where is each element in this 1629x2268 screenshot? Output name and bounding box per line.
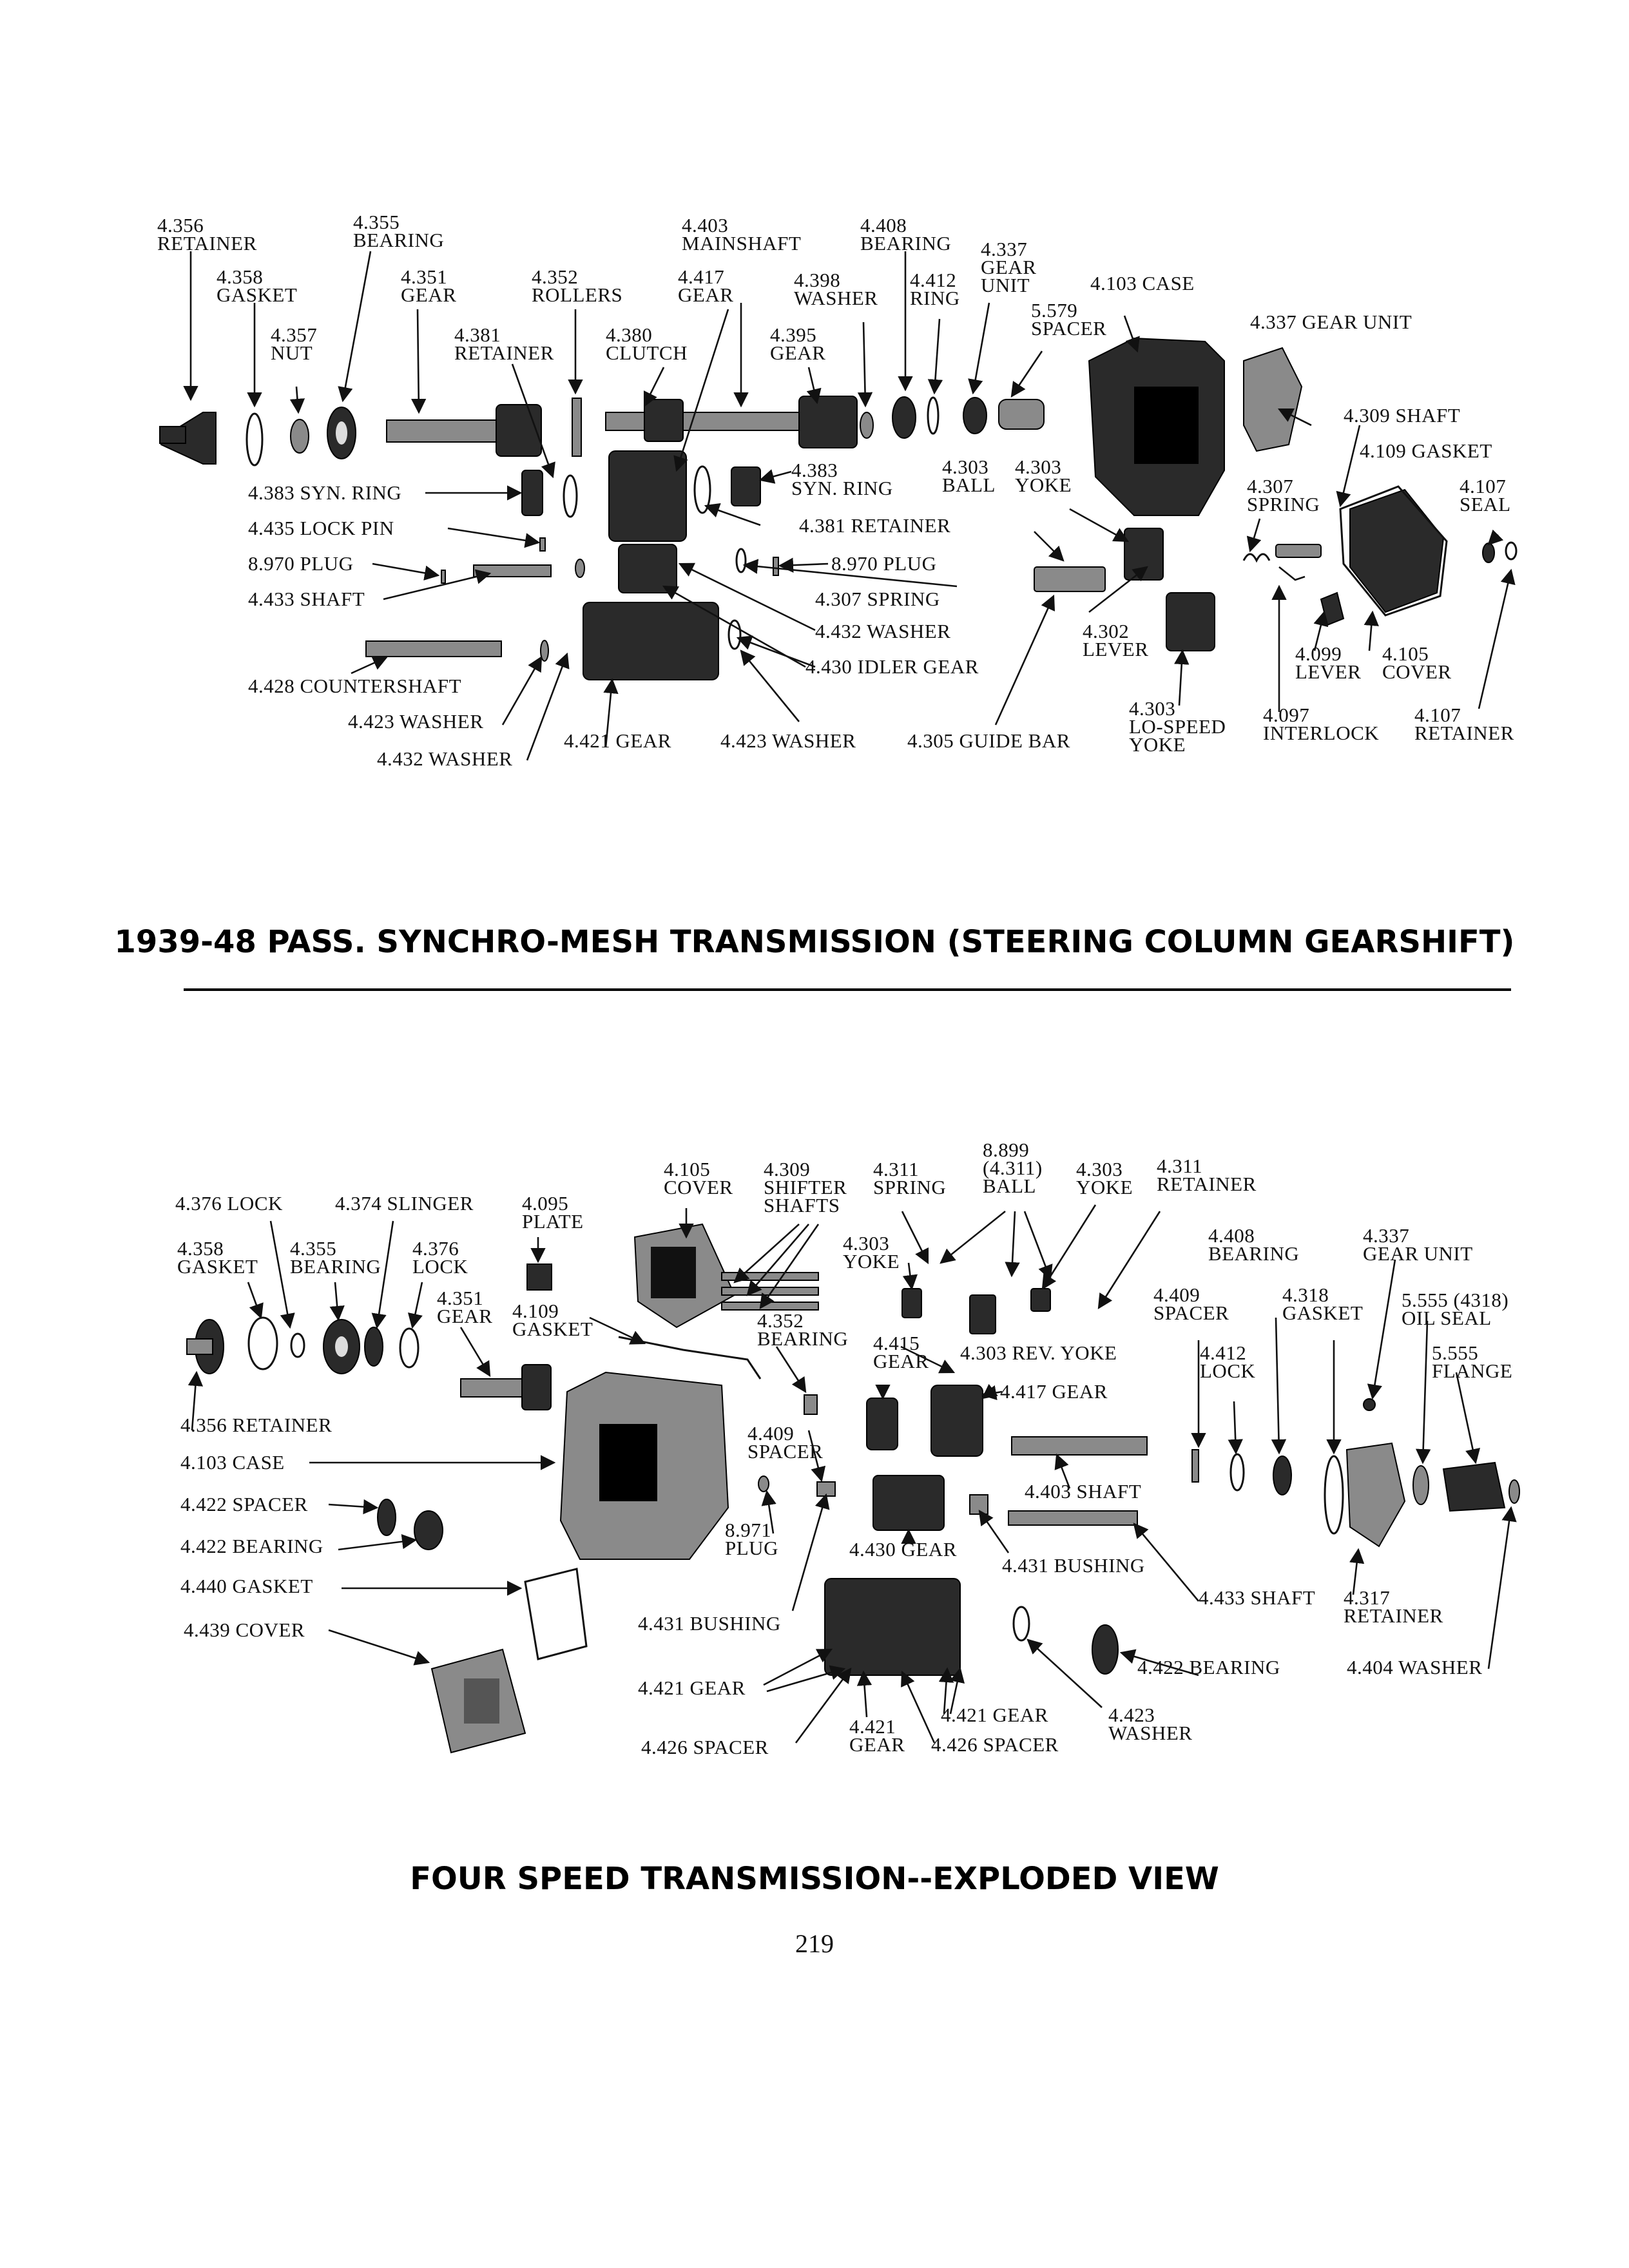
ring-4412-part [928, 398, 938, 434]
bearing-bore [336, 421, 347, 445]
label-4426-spacer-right: 4.426 SPACER [931, 1733, 1059, 1756]
label-4103-case: 4.103 CASE [1090, 272, 1195, 294]
label-4421-gear-mid: 4.421 GEAR [941, 1704, 1048, 1726]
plate-4095-part [527, 1264, 552, 1290]
oil-seal-5555-part [1413, 1466, 1429, 1504]
bearing-4352-part [804, 1395, 817, 1414]
spacer-5579-part [999, 399, 1044, 429]
label-4358-gasket: 4.358 GASKET [217, 265, 298, 306]
label-4426-spacer-left: 4.426 SPACER [641, 1736, 769, 1758]
gasket-4358-part [249, 1318, 277, 1369]
gasket-4358-part [247, 414, 262, 465]
label-4352-rollers: 4.352 ROLLERS [532, 265, 623, 306]
interlock-4097-part [1279, 567, 1305, 580]
label-4421-gear-bottom: 4.421 GEAR [849, 1715, 905, 1756]
label-4433-shaft: 4.433 SHAFT [248, 588, 365, 610]
label-4432-washer-bottom: 4.432 WASHER [377, 747, 513, 770]
label-4422-spacer: 4.422 SPACER [180, 1493, 308, 1515]
label-4435-lock-pin: 4.435 LOCK PIN [248, 517, 394, 539]
gear-unit-4337-part [963, 398, 987, 434]
label-4303-ball: 4.303 BALL [942, 456, 996, 496]
label-4381-retainer: 4.381 RETAINER [454, 323, 554, 364]
lock-4376-right-part [400, 1329, 418, 1367]
label-8970-plug-left: 8.970 PLUG [248, 552, 354, 575]
flange-5555-part [1443, 1463, 1505, 1511]
label-4311-retainer: 4.311 RETAINER [1157, 1155, 1257, 1195]
gear-4417-part [609, 451, 686, 541]
label-4423-washer: 4.423 WASHER [1108, 1704, 1193, 1744]
idler-gear-4430-part [619, 544, 677, 593]
label-4105-cover: 4.105 COVER [664, 1158, 733, 1198]
label-4305-guide-bar: 4.305 GUIDE BAR [907, 729, 1070, 752]
label-4428-countershaft: 4.428 COUNTERSHAFT [248, 675, 462, 697]
label-4409-spacer-left: 4.409 SPACER [747, 1422, 824, 1463]
label-4432-washer-mid: 4.432 WASHER [815, 620, 951, 642]
plug-8970-part [441, 570, 445, 583]
label-4383-syn-ring: 4.383 SYN. RING [248, 481, 402, 504]
label-4408-bearing: 4.408 BEARING [860, 214, 952, 255]
label-4107-retainer: 4.107 RETAINER [1414, 704, 1514, 744]
page-number: 219 [795, 1929, 834, 1958]
label-5579-spacer: 5.579 SPACER [1031, 299, 1107, 340]
label-4105-cover: 4.105 COVER [1382, 642, 1452, 683]
diagram-1-title: 1939-48 PASS. SYNCHRO-MESH TRANSMISSION (STEERING COLUMN GEARSHIFT) [114, 924, 1515, 960]
label-4431-bushing: 4.431 BUSHING [638, 1612, 781, 1635]
shifter-shaft-a [722, 1273, 818, 1280]
label-4303-yoke-top: 4.303 YOKE [1076, 1158, 1133, 1198]
label-4097-interlock: 4.097 INTERLOCK [1263, 704, 1380, 744]
countershaft-4428-part [366, 641, 501, 657]
label-4309-shaft: 4.309 SHAFT [1344, 404, 1461, 427]
label-4307-spring-mid: 4.307 SPRING [815, 588, 940, 610]
label-4404-washer: 4.404 WASHER [1347, 1656, 1483, 1678]
label-4421-gear-left: 4.421 GEAR [638, 1677, 746, 1699]
washer-4423-part [1014, 1607, 1029, 1640]
spacer-4422-part [378, 1499, 396, 1535]
yoke-4303-part [902, 1289, 921, 1318]
label-4355-bearing: 4.355 BEARING [290, 1237, 381, 1278]
diagram-2-title: FOUR SPEED TRANSMISSION--EXPLODED VIEW [410, 1861, 1219, 1897]
seal-4107-part [1483, 543, 1494, 562]
spring-4307-part [1244, 554, 1269, 561]
washer-4404-part [1509, 1480, 1519, 1503]
label-8899-ball: 8.899 (4.311) BALL [983, 1139, 1043, 1197]
label-4355-bearing: 4.355 BEARING [353, 211, 445, 251]
gear-4351-part [496, 405, 541, 456]
gear-4421-part [583, 602, 718, 680]
label-4381-retainer-mid: 4.381 RETAINER [799, 514, 951, 537]
label-4109-gasket: 4.109 GASKET [512, 1300, 593, 1340]
label-4412-lock: 4.412 LOCK [1200, 1341, 1256, 1382]
bearing-4408-part [1273, 1456, 1291, 1495]
retainer-4317-part [1347, 1443, 1405, 1546]
label-4412-ring: 4.412 RING [910, 269, 960, 309]
lock-4412-part [1231, 1454, 1244, 1490]
label-4356-retainer: 4.356 RETAINER [157, 214, 257, 255]
label-4395-gear: 4.395 GEAR [770, 323, 826, 364]
label-4303-rev-yoke: 4.303 REV. YOKE [960, 1341, 1117, 1364]
label-4309-shifter-shafts: 4.309 SHIFTER SHAFTS [764, 1158, 847, 1216]
label-8971-plug: 8.971 PLUG [725, 1519, 778, 1559]
label-4352-bearing: 4.352 BEARING [757, 1309, 849, 1350]
diagram-synchro-mesh-transmission [115, 211, 1516, 960]
retainer-hub [160, 427, 186, 443]
label-4423-washer-mid: 4.423 WASHER [720, 729, 856, 752]
label-4307-spring-right: 4.307 SPRING [1247, 475, 1320, 515]
label-4103-case: 4.103 CASE [180, 1451, 285, 1474]
cluster-gear-4421-part [825, 1579, 960, 1675]
label-5555-flange: 5.555 FLANGE [1432, 1341, 1513, 1382]
label-4351-gear: 4.351 GEAR [401, 265, 457, 306]
label-4439-cover: 4.439 COVER [184, 1619, 305, 1641]
label-5555-oil-seal: 5.555 (4318) OIL SEAL [1402, 1289, 1509, 1329]
label-4303-lo-speed-yoke: 4.303 LO-SPEED YOKE [1129, 697, 1226, 756]
shaft-4309-part [1276, 544, 1321, 557]
guide-bar-4305-part [1034, 567, 1105, 591]
label-4107-seal: 4.107 SEAL [1460, 475, 1511, 515]
label-4374-slinger: 4.374 SLINGER [335, 1192, 474, 1215]
yoke-4303-part [1124, 528, 1163, 580]
label-4357-nut: 4.357 NUT [271, 323, 318, 364]
washer-4398-part [860, 412, 873, 438]
gear-unit-4337-part [1364, 1399, 1375, 1410]
shaft-4433-part [1008, 1511, 1137, 1525]
label-4356-retainer: 4.356 RETAINER [180, 1414, 333, 1436]
gear-shaft-4351-part [461, 1379, 528, 1397]
syn-ring-right-part [731, 467, 760, 506]
label-4421-gear: 4.421 GEAR [564, 729, 671, 752]
label-4376-lock: 4.376 LOCK [175, 1192, 283, 1215]
case-opening [1134, 387, 1199, 464]
label-4337-gear-unit: 4.337 GEAR UNIT [981, 238, 1037, 296]
plug-8971-part [758, 1476, 769, 1492]
label-4440-gasket: 4.440 GASKET [180, 1575, 313, 1597]
spacer-4409-right-part [1192, 1450, 1199, 1482]
label-4398-washer: 4.398 WASHER [794, 269, 878, 309]
label-4358-gasket: 4.358 GASKET [177, 1237, 258, 1278]
mainshaft-4403-part [606, 412, 812, 430]
label-4317-retainer: 4.317 RETAINER [1344, 1586, 1443, 1627]
bearing-4408-part [892, 397, 916, 438]
bearing-4422-part [414, 1511, 443, 1550]
nut-4357-part [291, 419, 309, 453]
lock-4376-part [291, 1334, 304, 1357]
rollers-4352-part [572, 398, 581, 456]
yoke-4303-right-part [1031, 1289, 1050, 1311]
cover-center [464, 1678, 499, 1724]
gasket-4318-part [1325, 1456, 1343, 1533]
slinger-4374-part [365, 1327, 383, 1366]
spacer-4409-part [817, 1482, 835, 1496]
label-4095-plate: 4.095 PLATE [522, 1192, 584, 1233]
label-4431-bushing-right: 4.431 BUSHING [1002, 1554, 1145, 1577]
bearing-4422-right-part [1092, 1625, 1118, 1674]
lo-speed-yoke-part [1166, 593, 1215, 651]
label-4417-gear: 4.417 GEAR [678, 265, 734, 306]
gear-4417-part [931, 1385, 983, 1456]
lever-4099-part [1321, 593, 1344, 625]
retainer-4381-part [564, 476, 577, 517]
retainer-neck [187, 1339, 213, 1354]
label-4423-washer-left: 4.423 WASHER [348, 710, 484, 733]
label-4408-bearing: 4.408 BEARING [1208, 1224, 1300, 1265]
label-4099-lever: 4.099 LEVER [1295, 642, 1362, 683]
label-4422-bearing-right: 4.422 BEARING [1137, 1656, 1280, 1678]
label-4337-gear-unit-right: 4.337 GEAR UNIT [1250, 311, 1412, 333]
diagram-four-speed-transmission [175, 1139, 1519, 1897]
label-4311-spring: 4.311 SPRING [873, 1158, 947, 1198]
label-4109-gasket: 4.109 GASKET [1360, 439, 1492, 462]
gear-4395-part [799, 396, 857, 448]
gear-4415-part [867, 1398, 898, 1450]
label-4351-gear: 4.351 GEAR [437, 1287, 493, 1327]
lock-pin-4435-part [540, 538, 545, 551]
label-4318-gasket: 4.318 GASKET [1282, 1283, 1364, 1324]
gear-shaft-4351-part [387, 420, 496, 442]
washer-4432-right-part [737, 549, 746, 572]
syn-ring-4383-part [522, 470, 543, 515]
label-4376-lock-right: 4.376 LOCK [412, 1237, 468, 1278]
clutch-4380-part [644, 399, 683, 441]
label-4422-bearing: 4.422 BEARING [180, 1535, 323, 1557]
label-4415-gear: 4.415 GEAR [873, 1332, 929, 1372]
callout-labels-1 [157, 211, 1514, 770]
label-8970-plug-mid: 8.970 PLUG [831, 552, 937, 575]
plug-8970-right-part [773, 557, 778, 575]
label-4337-gear-unit: 4.337 GEAR UNIT [1363, 1224, 1473, 1265]
cover-interior [651, 1247, 696, 1298]
label-4303-yoke: 4.303 YOKE [843, 1232, 900, 1273]
bushing-4431-part [970, 1495, 988, 1514]
label-4403-shaft: 4.403 SHAFT [1025, 1480, 1142, 1503]
gasket-4440-part [525, 1569, 586, 1659]
rev-yoke-4303-part [970, 1295, 996, 1334]
label-4380-clutch: 4.380 CLUTCH [606, 323, 688, 364]
label-4303-yoke: 4.303 YOKE [1015, 456, 1072, 496]
case-window [599, 1424, 657, 1501]
label-4430-idler-gear: 4.430 IDLER GEAR [805, 655, 979, 678]
gasket-4109-part [619, 1337, 760, 1379]
shaft-4403-part [1012, 1437, 1147, 1455]
label-4302-lever: 4.302 LEVER [1083, 620, 1149, 660]
retainer-4107-part [1506, 543, 1516, 559]
label-4433-shaft: 4.433 SHAFT [1199, 1586, 1316, 1609]
gear-unit-4337-right-part [1244, 348, 1302, 451]
label-4409-spacer: 4.409 SPACER [1153, 1283, 1229, 1324]
bearing-bore-2 [335, 1336, 348, 1357]
label-4417-gear: 4.417 GEAR [1000, 1380, 1108, 1403]
gear-4351-part [522, 1365, 551, 1410]
gear-4430-part [873, 1475, 944, 1530]
label-4403-mainshaft: 4.403 MAINSHAFT [682, 214, 802, 255]
cover-4105-part [1350, 490, 1443, 612]
label-4383-syn-ring-right: 4.383 SYN. RING [791, 459, 893, 499]
label-4430-gear: 4.430 GEAR [849, 1538, 957, 1561]
washer-4432-part [575, 559, 584, 577]
